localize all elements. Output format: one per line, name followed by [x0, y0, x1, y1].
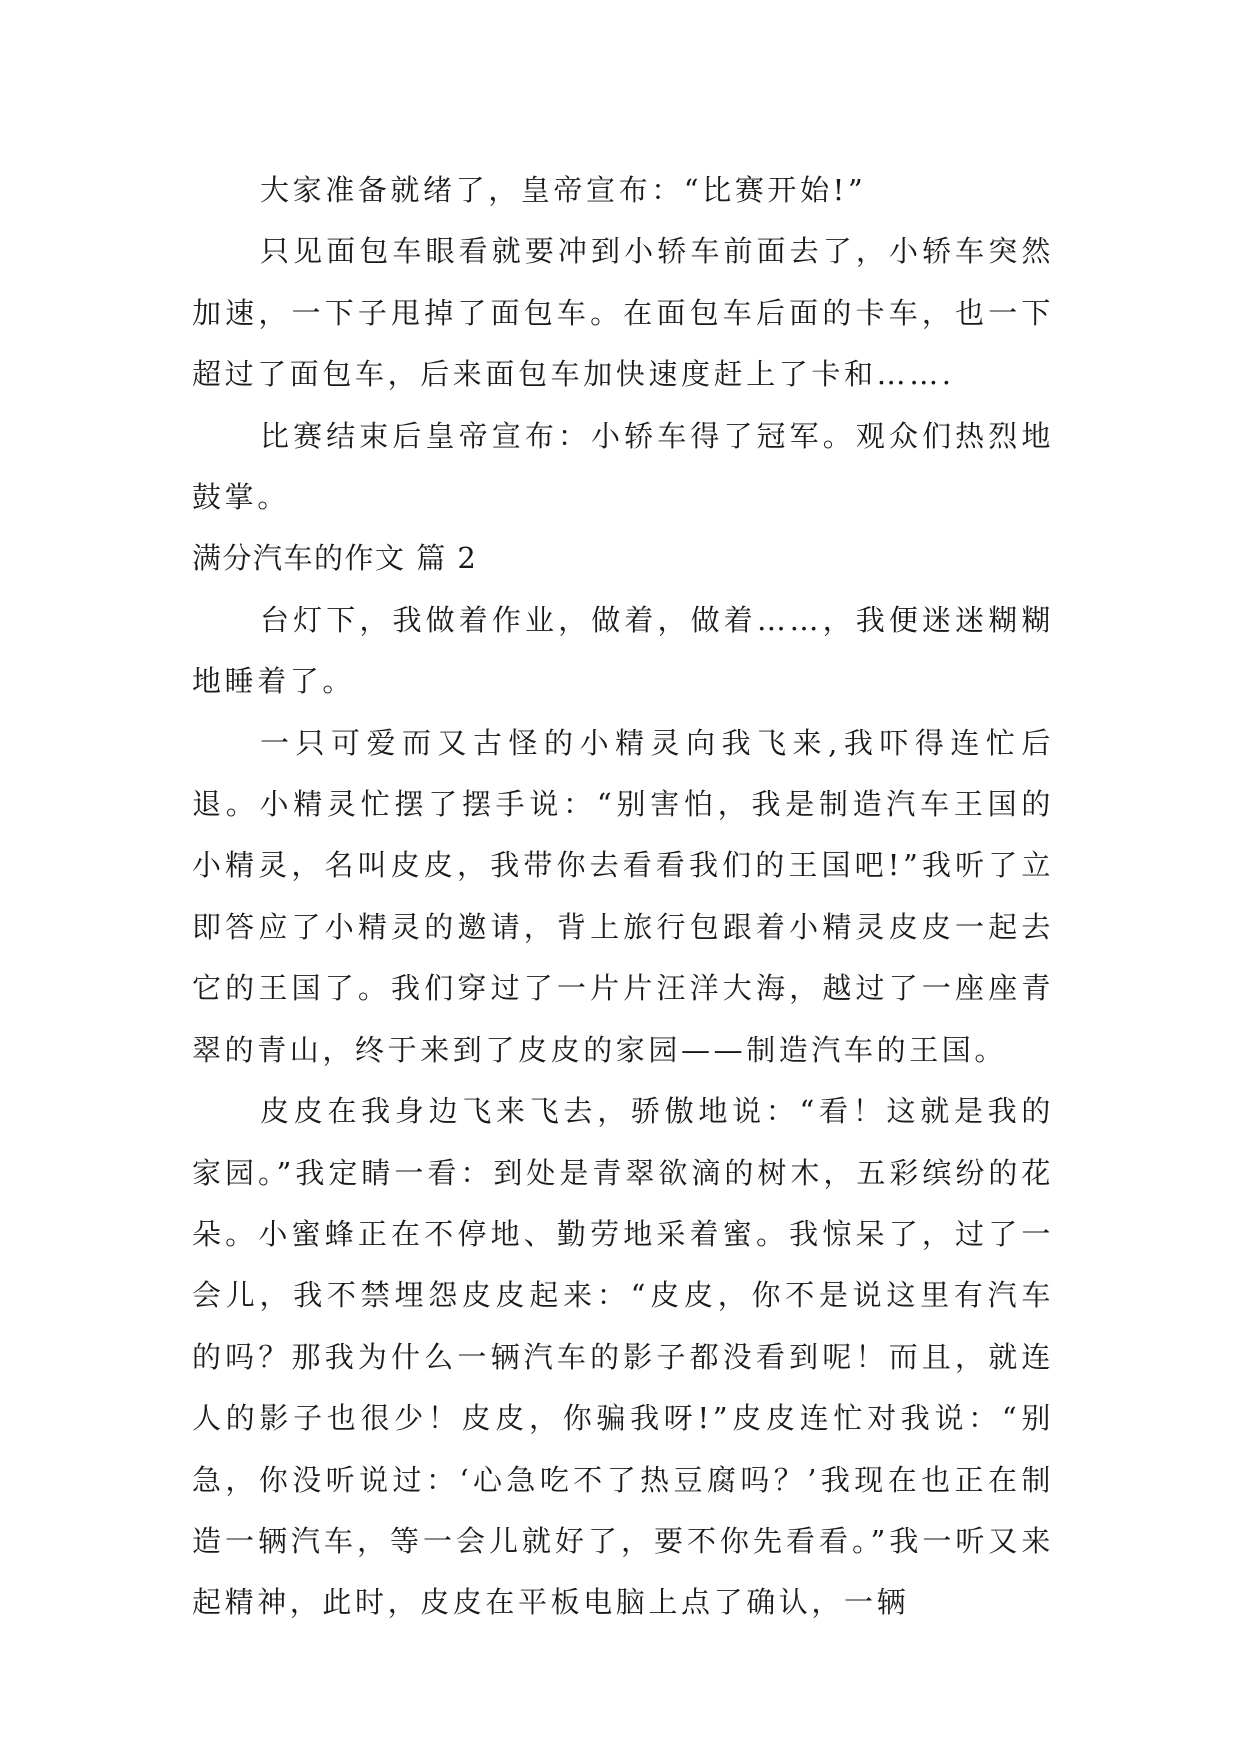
paragraph: 大家准备就绪了，皇帝宣布：“比赛开始!” [260, 173, 867, 207]
paragraph: 台灯下，我做着作业，做着，做着……，我便迷迷糊糊地睡着了。 [192, 602, 1054, 699]
paragraph: 皮皮在我身边飞来飞去，骄傲地说：“看！这就是我的家园。”我定睛一看：到处是青翠欲滴的树木，五彩缤纷的花朵。小蜜蜂正在不停地、勤劳地采着蜜。我惊呆了，过了一会儿，我不禁埋怨皮皮起来：“皮皮，你不是说这里有汽车的吗？那我为什么一辆汽车的影子都没看到呢！而且，就连人的影子也很少！皮皮，你骗我呀!”皮皮连忙对我说：“别急，你没听说过：‘心急吃不了热豆腐吗？’我现在也正在制造一辆汽车，等一会儿就好了，要不你先看看。”我一听又来起精神，此时，皮皮在平板电脑上点了确认，一辆 [192, 1094, 1054, 1620]
section-heading: 满分汽车的作文 篇 2 [192, 541, 478, 576]
paragraph: 比赛结束后皇帝宣布：小轿车得了冠军。观众们热烈地鼓掌。 [192, 418, 1054, 515]
paragraph: 一只可爱而又古怪的小精灵向我飞来,我吓得连忙后退。小精灵忙摆了摆手说：“别害怕，我是制造汽车王国的小精灵，名叫皮皮，我带你去看看我们的王国吧!”我听了立即答应了小精灵的邀请，背上旅行包跟着小精灵皮皮一起去它的王国了。我们穿过了一片片汪洋大海，越过了一座座青翠的青山，终于来到了皮皮的家园——制造汽车的王国。 [192, 725, 1054, 1067]
paragraph: 只见面包车眼看就要冲到小轿车前面去了，小轿车突然加速，一下子甩掉了面包车。在面包车后面的卡车，也一下超过了面包车，后来面包车加快速度赶上了卡和……. [192, 234, 1054, 392]
document-body [192, 160, 1054, 1634]
